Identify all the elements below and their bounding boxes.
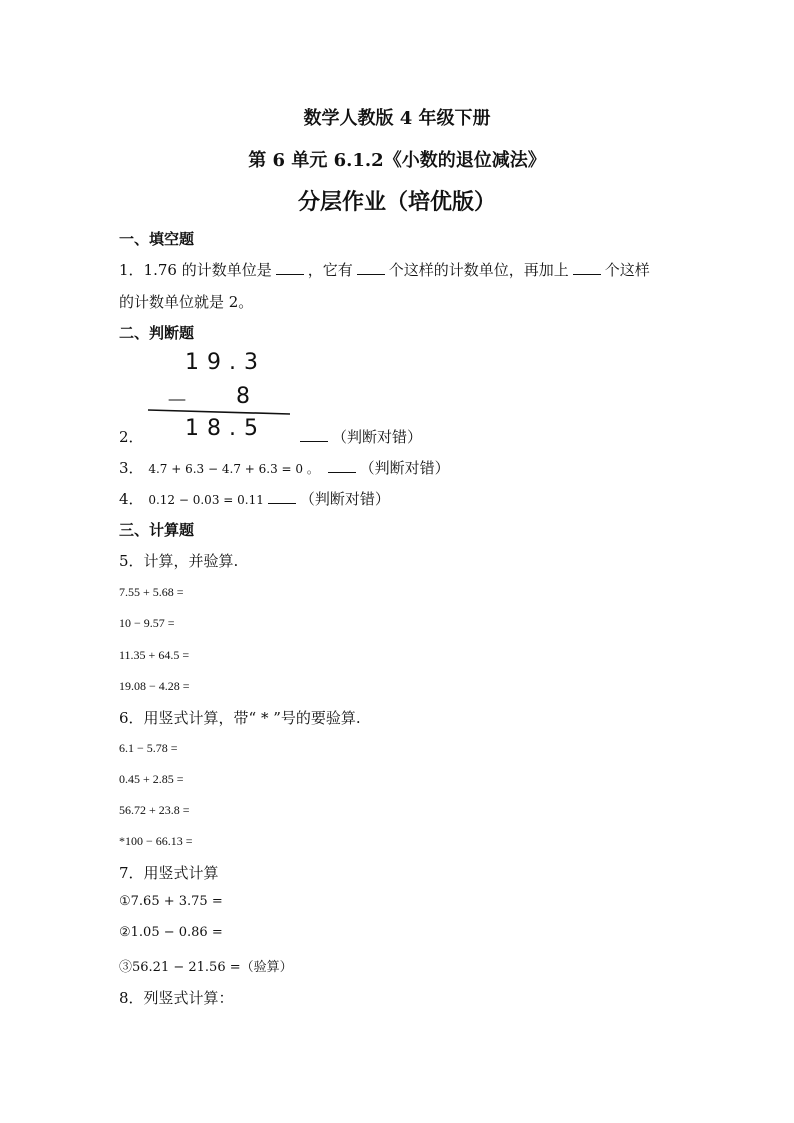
vertical-subtrahend: 8	[236, 384, 258, 409]
q1-line1	[119, 259, 650, 280]
q5-item-1: 7.55 + 5.68 =	[119, 585, 184, 599]
q6-title: 6．用竖式计算，带“ * ”号的要验算.	[119, 709, 361, 727]
q6-item-2: 0.45 + 2.85 =	[119, 772, 184, 786]
section-fill-blank: 一、填空题	[119, 230, 195, 248]
q5-title: 5．计算，并验算.	[119, 552, 239, 570]
q2-answer	[296, 426, 422, 447]
q4-tail: （判断对错）	[299, 490, 390, 508]
level-heading: 分层作业（培优版）	[297, 189, 496, 215]
q1-text-a: 1．1.76 的计数单位是	[119, 261, 272, 279]
unit-subtitle: 第 6 单元 6.1.2《小数的退位减法》	[248, 150, 546, 171]
q1-blank-3[interactable]	[573, 262, 601, 275]
q3-expression: 4.7 + 6.3 − 4.7 + 6.3 = 0 。	[148, 462, 319, 476]
q4-number: 4．	[119, 490, 144, 508]
vertical-top-number: 19.3	[185, 350, 266, 375]
q5-item-3: 11.35 + 64.5 =	[119, 648, 190, 662]
vertical-rule-line	[146, 408, 292, 416]
q4-expression: 0.12 − 0.03 = 0.11	[148, 493, 264, 507]
q8-title: 8．列竖式计算：	[119, 989, 234, 1007]
q7-item-1: ①7.65 + 3.75 =	[119, 894, 223, 909]
q4-blank[interactable]	[268, 491, 296, 504]
q3-number: 3．	[119, 459, 144, 477]
q6-item-4: *100 − 66.13 =	[119, 834, 193, 848]
vertical-result: 18.5	[185, 416, 266, 441]
q2-number: 2．	[119, 428, 144, 446]
q1-blank-2[interactable]	[357, 262, 385, 275]
section-calculation: 三、计算题	[119, 521, 195, 539]
q1-line2: 的计数单位就是 2。	[119, 293, 254, 311]
q5-item-4: 19.08 − 4.28 =	[119, 679, 190, 693]
section-true-false: 二、判断题	[119, 324, 195, 342]
q2-blank[interactable]	[300, 429, 328, 442]
q1-text-d: 个这样	[604, 261, 650, 279]
q4-line	[119, 488, 390, 509]
q5-item-2: 10 − 9.57 =	[119, 616, 175, 630]
q1-text-c: 个这样的计数单位，再加上	[388, 261, 569, 279]
q7-item-3: ③56.21 − 21.56 =（验算）	[119, 960, 293, 975]
q6-item-1: 6.1 − 5.78 =	[119, 741, 178, 755]
q3-line	[119, 457, 450, 478]
q3-tail: （判断对错）	[359, 459, 450, 477]
q1-blank-1[interactable]	[276, 262, 304, 275]
q7-title: 7．用竖式计算	[119, 864, 219, 882]
q2-line	[119, 426, 144, 447]
minus-sign: －	[166, 389, 197, 414]
q1-text-b: ，它有	[307, 261, 353, 279]
q6-item-3: 56.72 + 23.8 =	[119, 803, 190, 817]
q7-item-2: ②1.05 − 0.86 =	[119, 925, 223, 940]
q3-blank[interactable]	[328, 460, 356, 473]
q2-tail: （判断对错）	[332, 428, 423, 446]
worksheet-title: 数学人教版 4 年级下册	[303, 108, 491, 129]
vertical-subtraction	[140, 346, 300, 446]
